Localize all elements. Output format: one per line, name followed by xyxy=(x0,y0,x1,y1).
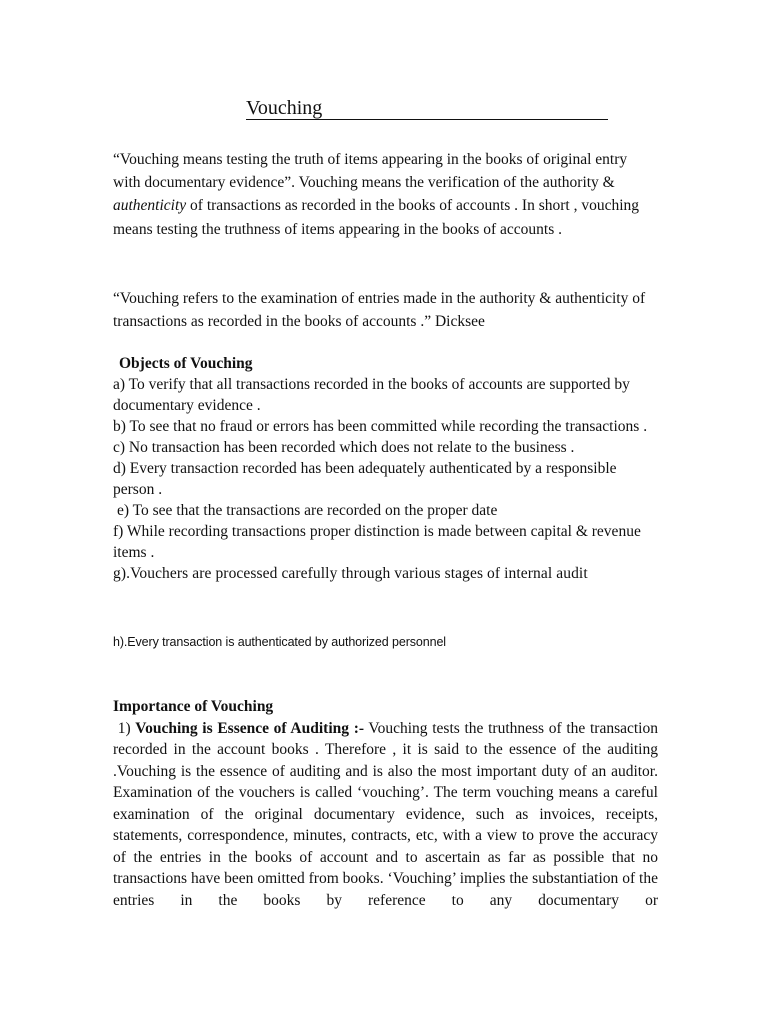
point-text: Vouching tests the truthness of the transaction recorded in the account books . Therefore , it is said to the essence of the auditing .Vouching is the essence of auditing and is also the most important duty of an auditor. Examination of the vouchers is called ‘vouching’. The term vouching means a careful examination of the original documentary evidence, such as invoices, receipts, statements, correspondence, minutes, contracts, etc, with a view to prove the accuracy of the entries in the books of account and to ascertain as far as possible that no transactions have been omitted from books. ‘Vouching’ implies the substantiation of the entries in the books by reference to any documentary or xyxy=(113,719,658,909)
definition-1-text-end: of transactions as recorded in the books of accounts . In short , vouching means testing the truthness of items appearing in the books of accounts . xyxy=(113,197,640,238)
definition-paragraph-1 xyxy=(113,148,658,241)
objects-item-h: h).Every transaction is authenticated by authorized personnel xyxy=(113,635,446,649)
importance-section xyxy=(113,696,658,911)
point-separator: :- xyxy=(353,719,365,737)
objects-heading: Objects of Vouching xyxy=(119,355,253,372)
objects-section xyxy=(113,353,658,584)
objects-item-c: c) No transaction has been recorded which does not relate to the business . xyxy=(113,439,575,456)
importance-point-1 xyxy=(113,718,658,912)
objects-item-g: g).Vouchers are processed carefully through various stages of internal audit xyxy=(113,565,588,582)
definition-1-text-start: “Vouching means testing the truth of items appearing in the books of original entry with documentary evidence”. Vouching means the verification of the authority & xyxy=(113,151,628,192)
point-title: Vouching is Essence of Auditing xyxy=(135,719,349,737)
objects-item-f: f) While recording transactions proper distinction is made between capital & revenue items . xyxy=(113,523,641,561)
point-number: 1) xyxy=(117,719,131,737)
importance-heading: Importance of Vouching xyxy=(113,698,274,715)
title-underline xyxy=(246,96,608,120)
page-title: Vouching xyxy=(246,97,323,119)
objects-item-e: e) To see that the transactions are recorded on the proper date xyxy=(117,502,498,519)
definition-paragraph-2: “Vouching refers to the examination of entries made in the authority & authenticity of transactions as recorded in the books of accounts .” Dicksee xyxy=(113,290,646,331)
objects-item-d: d) Every transaction recorded has been adequately authenticated by a responsible person . xyxy=(113,460,617,498)
definition-1-italic-word: authenticity xyxy=(113,197,187,215)
objects-item-b: b) To see that no fraud or errors has been committed while recording the transactions . xyxy=(113,418,648,435)
objects-item-a: a) To verify that all transactions recorded in the books of accounts are supported by documentary evidence . xyxy=(113,376,630,414)
